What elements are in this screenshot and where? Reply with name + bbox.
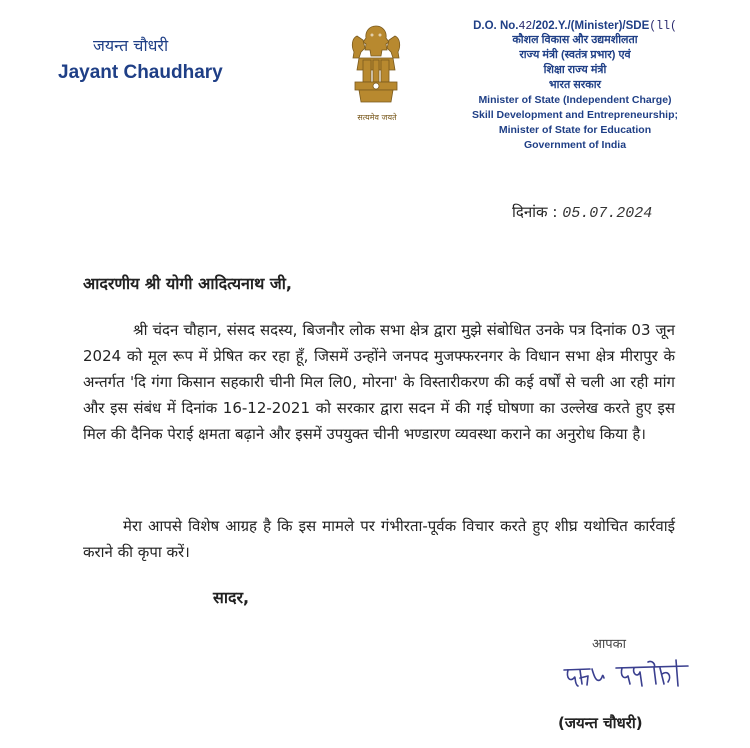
closing: सादर, — [213, 588, 250, 607]
date-value: 05.07.2024 — [562, 205, 653, 222]
do-suffix: /202.Y./(Minister)/SDE — [532, 20, 650, 32]
emblem-motto: सत्यमेव जयते — [357, 113, 397, 122]
do-number-line — [430, 20, 720, 33]
body-paragraph-2: मेरा आपसे विशेष आग्रह है कि इस मामले पर गंभीरता-पूर्वक विचार करते हुए शीघ्र यथोचित कार्रवाई कराने की कृपा करें। — [83, 517, 675, 561]
designation-hindi-4: भारत सरकार — [548, 79, 602, 91]
letterhead-designation — [430, 20, 720, 153]
yours-label: आपका — [592, 637, 627, 652]
sender-name-hindi: जयन्त चौधरी — [93, 36, 169, 55]
designation-hindi-2: राज्य मंत्री (स्वतंत्र प्रभार) एवं — [519, 49, 631, 61]
do-handwritten: (ll( — [649, 20, 677, 33]
designation-hindi-1: कौशल विकास और उद्यमशीलता — [512, 34, 638, 46]
handwritten-signature — [560, 656, 690, 692]
designation-english-1: Minister of State (Independent Charge) — [478, 94, 672, 106]
sender-name-english: Jayant Chaudhary — [58, 62, 223, 83]
do-number: 42 — [518, 20, 533, 33]
designation-english-3: Minister of State for Education — [498, 124, 652, 136]
designation-english-2: Skill Development and Entrepreneurship; — [472, 109, 678, 121]
body-paragraph-1: श्री चंदन चौहान, संसद सदस्य, बिजनौर लोक सभा क्षेत्र द्वारा मुझे संबोधित उनके पत्र दिनांक 03 जून 2024 को मूल रूप में प्रेषित कर रहा हूँ, जिसमें उन्होंने जनपद मुजफ्फरनगर के विधान सभा क्षेत्र मीरापुर के अन्तर्गत 'दि गंगा किसान सहकारी चीनी मिल लि0, मोरना' के विस्तारीकरण की कई वर्षों से चली आ रही मांग और इस संबंध में दिनांक 16-12-2021 को सरकार द्वारा सदन में की गई घोषणा का उल्लेख करते हुए इस मिल की दैनिक पेराई क्षमता बढ़ाने और इसमें उपयुक्त चीनी भण्डारण व्यवस्था कराने का अनुरोध किया है। — [83, 321, 675, 443]
salutation: आदरणीय श्री योगी आदित्यनाथ जी, — [83, 274, 292, 293]
do-prefix: D.O. No. — [473, 20, 519, 32]
national-emblem-icon — [345, 20, 407, 120]
date-label: दिनांक : — [512, 203, 558, 221]
designation-english-4: Government of India — [523, 139, 627, 151]
signatory-name: (जयन्त चौधरी) — [558, 714, 643, 732]
letter-date — [512, 202, 652, 222]
designation-hindi-3: शिक्षा राज्य मंत्री — [543, 64, 607, 76]
